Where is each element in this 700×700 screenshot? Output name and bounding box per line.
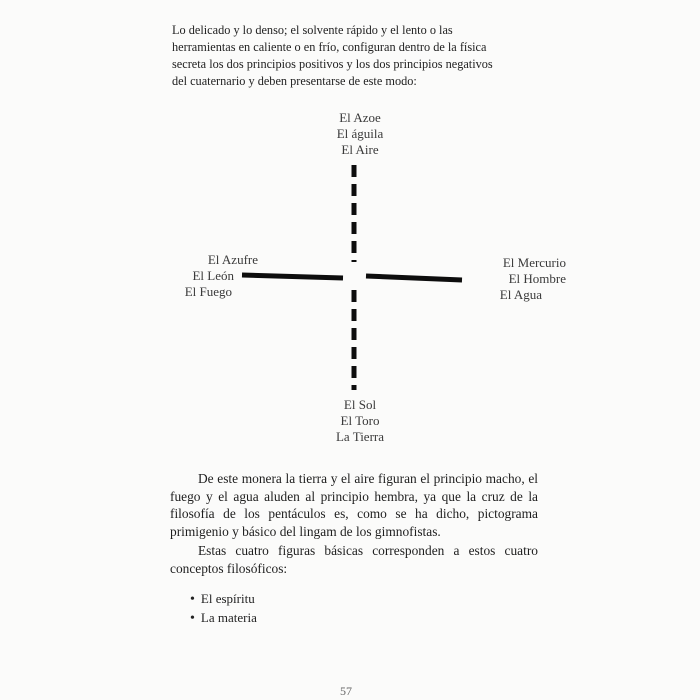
intro-line: del cuaternario y deben presentarse de este modo: (172, 74, 417, 88)
label-line: El Mercurio (502, 255, 566, 270)
cross-horizontal-right (366, 276, 462, 280)
page-number: 57 (340, 684, 352, 698)
label-line: El Aire (341, 142, 379, 157)
label-line: La Tierra (335, 429, 385, 444)
label-line: El Hombre (508, 271, 566, 286)
intro-line: Lo delicado y lo denso; el solvente rápido y el lento o las (172, 23, 453, 37)
label-line: El Azoe (339, 110, 381, 125)
label-line: El Sol (343, 397, 377, 412)
label-line: El Fuego (184, 284, 232, 299)
list-item: • La materia (190, 609, 257, 628)
label-line: El Agua (499, 287, 542, 302)
intro-line: herramientas en caliente o en frío, configuran dentro de la física (172, 40, 487, 54)
concept-list (190, 590, 257, 628)
label-line: El águila (336, 126, 384, 141)
label-line: El Toro (340, 413, 380, 428)
paragraph-2: Estas cuatro figuras básicas corresponden a estos cuatro conceptos filosóficos: (170, 543, 538, 576)
label-line: El León (192, 268, 234, 283)
list-item: • El espíritu (190, 590, 257, 609)
label-line: El Azufre (207, 252, 258, 267)
cross-horizontal-left (242, 275, 343, 278)
body-text (170, 470, 538, 577)
intro-line: secreta los dos principios positivos y los dos principios negativos (172, 57, 493, 71)
paragraph-1: De este monera la tierra y el aire figuran el principio macho, el fuego y el agua aluden al principio hembra, ya que la cruz de la filosofía de los pentáculos es, como se ha dicho, pictograma primigenio y básico del lingam de los gimnofistas. (170, 471, 538, 539)
